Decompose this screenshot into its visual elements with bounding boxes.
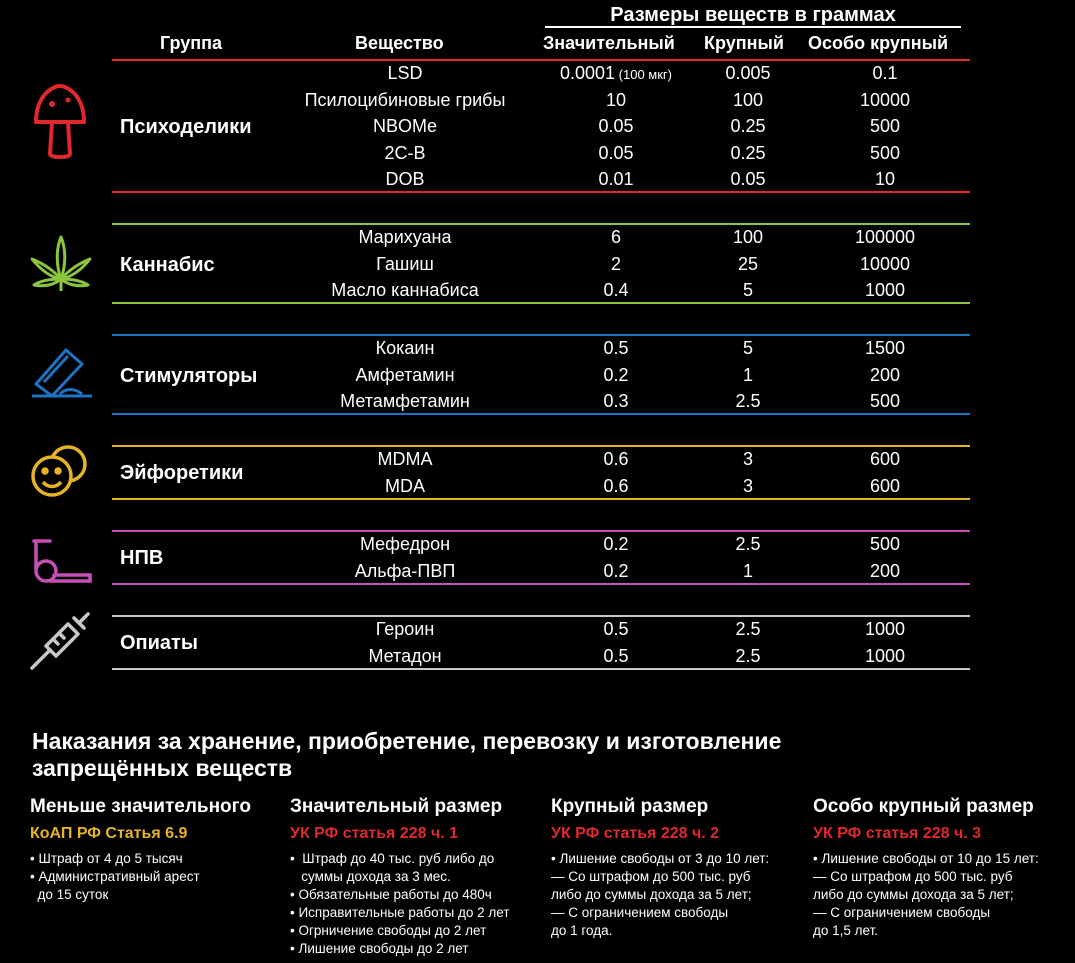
significant-cell (603, 391, 628, 411)
penalty-column (551, 796, 801, 940)
group-top-line (112, 615, 970, 617)
penalty-item: • Штраф до 40 тыс. руб либо до (290, 851, 495, 866)
significant-cell (603, 365, 628, 385)
extra-large-cell: 1000 (864, 645, 906, 666)
significant-cell (611, 254, 621, 274)
penalty-column (813, 796, 1063, 940)
large-cell: 0.05 (730, 169, 766, 189)
group-name: Психоделики (120, 116, 252, 138)
significant-cell (603, 534, 628, 554)
penalty-list (30, 850, 280, 904)
penalty-item: • Административный арест (30, 869, 200, 884)
large-cell: 100 (732, 227, 764, 247)
penalty-item: • Огрничение свободы до 2 лет (290, 923, 487, 938)
substance-cell: Масло каннабиса (331, 280, 479, 300)
col-header-extra-large: Особо крупный (808, 33, 949, 53)
significant-cell (603, 619, 628, 639)
significant-value: 0.05 (598, 142, 634, 163)
penalty-item: до 15 суток (30, 887, 109, 902)
penalty-law: УК РФ статья 228 ч. 1 (290, 825, 459, 842)
substance-cell: Метадон (368, 645, 442, 666)
extra-large-cell: 1000 (864, 619, 906, 639)
significant-cell (603, 476, 628, 496)
penalty-column-title: Особо крупный размер (813, 796, 1034, 817)
significant-value: 0.2 (603, 534, 629, 554)
penalty-item: • Исправительные работы до 2 лет (290, 905, 510, 920)
significant-value: 0.01 (598, 169, 634, 189)
large-cell: 1 (742, 364, 754, 385)
extra-large-cell: 10000 (859, 253, 911, 274)
group-bottom-line (112, 413, 970, 415)
significant-cell (603, 280, 628, 300)
extra-large-cell: 600 (869, 475, 901, 496)
penalty-list (551, 850, 801, 940)
group-name: НПВ (120, 547, 164, 569)
penalty-item: до 1 года. (551, 923, 613, 938)
pills-icon (30, 444, 90, 500)
penalty-column-title: Меньше значительного (30, 796, 251, 817)
group-bottom-line (112, 191, 970, 193)
significant-value: 0.5 (603, 619, 629, 639)
col-header-group: Группа (160, 33, 223, 53)
penalty-item: • Обязательные работы до 480ч (290, 887, 492, 902)
penalty-column-title: Значительный размер (290, 796, 503, 817)
substance-cell: MDMA (377, 449, 433, 469)
significant-cell (606, 90, 626, 110)
significant-value: 0.3 (603, 391, 629, 411)
penalties-title (32, 728, 932, 782)
extra-large-cell: 500 (869, 391, 901, 411)
large-cell: 0.25 (730, 116, 766, 136)
penalty-law: КоАП РФ Статья 6.9 (30, 825, 188, 842)
substance-cell: Мефедрон (359, 534, 451, 554)
significant-value: 0.4 (603, 280, 629, 300)
penalty-item: — Со штрафом до 500 тыс. руб (551, 869, 751, 884)
penalty-column (290, 796, 540, 958)
extra-large-cell: 1000 (864, 280, 906, 300)
large-cell: 5 (742, 280, 754, 300)
significant-cell (611, 227, 621, 247)
large-cell: 3 (742, 449, 754, 469)
significant-value: 0.0001 (559, 63, 616, 83)
sizes-title: Размеры веществ в граммах (610, 4, 896, 26)
significant-value: 0.05 (598, 116, 634, 136)
significant-value: 0.5 (603, 645, 629, 666)
extra-large-cell: 10 (874, 169, 896, 189)
significant-cell (603, 338, 628, 358)
group-name: Каннабис (120, 254, 215, 276)
large-cell: 3 (742, 475, 754, 496)
substance-cell: Гашиш (376, 253, 434, 274)
large-cell: 0.005 (725, 63, 771, 83)
significant-cell (603, 561, 628, 581)
penalty-item: — Со штрафом до 500 тыс. руб (813, 869, 1013, 884)
extra-large-cell: 100000 (854, 227, 916, 247)
group-name: Эйфоретики (120, 462, 244, 484)
penalty-item: • Лишение свободы до 2 лет (290, 941, 469, 956)
large-cell: 100 (732, 89, 764, 110)
large-cell: 2.5 (735, 619, 761, 639)
extra-large-cell: 500 (869, 142, 901, 163)
significant-value: 2 (610, 253, 622, 274)
penalties-title-line1: Наказания за хранение, приобретение, перевозку и изготовление (32, 728, 782, 754)
large-cell: 2.5 (735, 391, 761, 411)
substance-cell: Марихуана (358, 227, 452, 247)
group-top-line (112, 530, 970, 532)
extra-large-cell: 1500 (864, 338, 906, 358)
large-cell: 5 (742, 338, 754, 358)
penalty-item: • Лишение свободы от 10 до 15 лет: (813, 851, 1039, 866)
penalty-item: — С ограничением свободы (813, 905, 991, 920)
extra-large-cell: 0.1 (872, 63, 898, 83)
significant-cell (560, 63, 672, 85)
significant-value: 10 (605, 89, 627, 110)
significant-value: 0.2 (603, 560, 629, 581)
significant-cell (603, 449, 628, 469)
syringe-icon (28, 610, 92, 672)
significant-value: 6 (610, 227, 622, 247)
substance-cell: LSD (387, 63, 423, 83)
penalty-item: — С ограничением свободы (551, 905, 729, 920)
large-cell: 2.5 (735, 534, 761, 554)
col-header-substance: Вещество (355, 33, 444, 53)
extra-large-cell: 500 (869, 116, 901, 136)
penalty-law: УК РФ статья 228 ч. 3 (813, 825, 982, 842)
penalty-list (813, 850, 1063, 940)
penalty-column (30, 796, 280, 904)
penalty-column-title: Крупный размер (551, 796, 709, 817)
large-cell: 1 (742, 560, 754, 581)
substance-cell: Псилоцибиновые грибы (304, 89, 506, 110)
substance-cell: MDA (385, 475, 425, 496)
group-name: Стимуляторы (120, 365, 258, 387)
sizes-title-underline (545, 26, 961, 28)
substance-cell: 2C-B (384, 142, 426, 163)
large-cell: 2.5 (735, 645, 761, 666)
penalty-item: • Лишение свободы от 3 до 10 лет: (551, 851, 770, 866)
substance-cell: Амфетамин (355, 364, 455, 385)
penalty-list (290, 850, 540, 958)
group-bottom-line (112, 498, 970, 500)
col-header-large: Крупный (704, 33, 784, 53)
extra-large-cell: 500 (869, 534, 901, 554)
group-bottom-line (112, 668, 970, 670)
group-bottom-line (112, 583, 970, 585)
significant-note: (100 мкг) (615, 67, 673, 82)
significant-cell (598, 143, 633, 163)
penalties-title-line2: запрещённых веществ (32, 755, 293, 781)
substance-cell: Кокаин (375, 338, 435, 358)
penalty-item: суммы дохода за 3 мес. (290, 869, 451, 884)
group-top-line (112, 334, 970, 336)
large-cell: 0.25 (730, 142, 766, 163)
mushroom-icon (30, 82, 90, 162)
penalty-law: УК РФ статья 228 ч. 2 (551, 825, 720, 842)
group-name: Опиаты (120, 632, 198, 654)
extra-large-cell: 200 (869, 560, 901, 581)
penalty-item: либо до суммы дохода за 5 лет; (551, 887, 752, 902)
significant-value: 0.2 (603, 364, 629, 385)
cannabis-leaf-icon (28, 235, 94, 293)
significant-cell (598, 116, 633, 136)
significant-cell (598, 169, 633, 189)
substance-cell: Метамфетамин (340, 391, 470, 411)
extra-large-cell: 600 (869, 449, 901, 469)
pipe-icon (28, 533, 94, 585)
extra-large-cell: 200 (869, 364, 901, 385)
group-bottom-line (112, 302, 970, 304)
significant-value: 0.6 (603, 475, 629, 496)
large-cell: 25 (737, 253, 759, 274)
group-top-line (112, 59, 970, 61)
substance-cell: DOB (385, 169, 425, 189)
significant-value: 0.6 (603, 449, 629, 469)
col-header-significant: Значительный (543, 33, 675, 53)
group-top-line (112, 445, 970, 447)
penalty-item: • Штраф от 4 до 5 тысяч (30, 851, 183, 866)
significant-cell (603, 646, 628, 666)
razor-card-icon (30, 344, 94, 402)
group-top-line (112, 223, 970, 225)
significant-value: 0.5 (603, 338, 629, 358)
substance-cell: NBOMe (372, 116, 438, 136)
penalty-item: либо до суммы дохода за 5 лет; (813, 887, 1014, 902)
extra-large-cell: 10000 (859, 89, 911, 110)
substance-cell: Героин (375, 619, 435, 639)
substance-cell: Альфа-ПВП (354, 560, 456, 581)
penalty-item: до 1,5 лет. (813, 923, 879, 938)
